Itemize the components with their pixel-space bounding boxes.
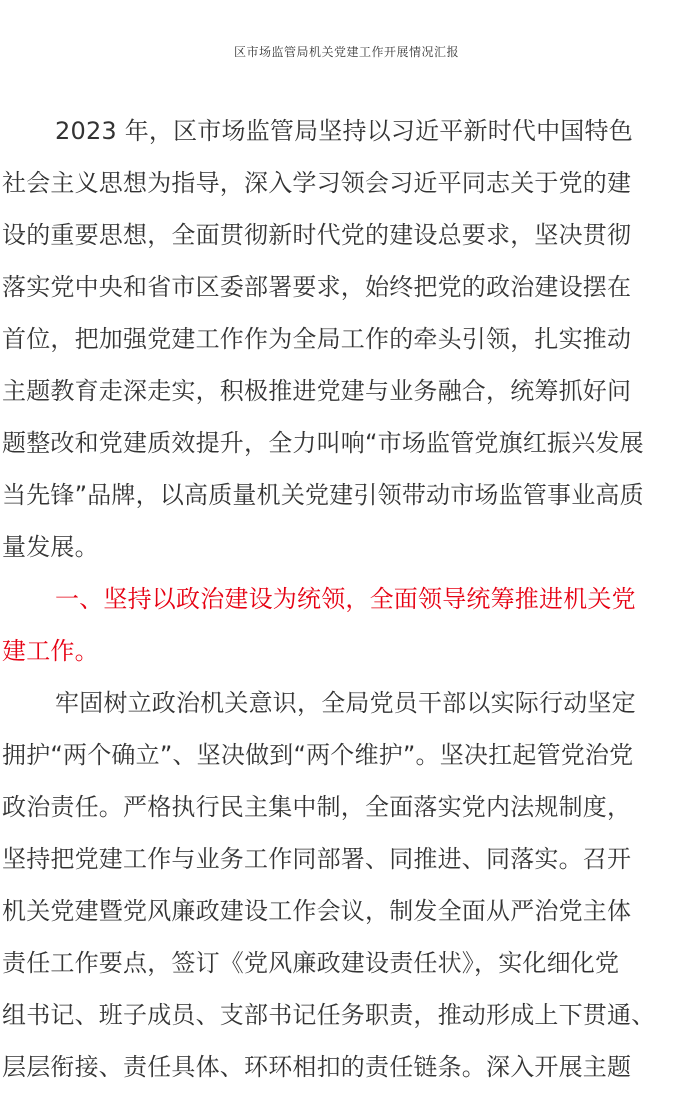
paragraph-1-line: 2023 年，区市场监管局坚持以习近平新时代中国特色 (55, 117, 633, 145)
paragraph-1-line: 题整改和党建质效提升，全力叫响“市场监管党旗红振兴发展 (2, 429, 644, 457)
paragraph-2-line: 政治责任。严格执行民主集中制，全面落实党内法规制度， (2, 793, 632, 821)
section-heading-line: 建工作。 (2, 637, 99, 665)
paragraph-2-line: 牢固树立政治机关意识，全局党员干部以实际行动坚定 (55, 689, 636, 717)
paragraph-2-line: 责任工作要点，签订《党风廉政建设责任状》，实化细化党 (2, 949, 620, 977)
paragraph-1-line: 首位，把加强党建工作作为全局工作的牵头引领，扎实推动 (2, 325, 632, 353)
paragraph-1-line: 量发展。 (2, 533, 99, 561)
paragraph-2-line: 坚持把党建工作与业务工作同部署、同推进、同落实。召开 (2, 845, 632, 873)
section-heading-line: 一、坚持以政治建设为统领，全面领导统筹推进机关党 (55, 585, 636, 613)
paragraph-2-line: 层层衔接、责任具体、环环相扣的责任链条。深入开展主题 (2, 1053, 632, 1081)
paragraph-2-line: 拥护“两个确立”、坚决做到“两个维护”。坚决扛起管党治党 (2, 741, 634, 769)
paragraph-1-line: 落实党中央和省市区委部署要求，始终把党的政治建设摆在 (2, 273, 632, 301)
paragraph-2-line: 机关党建暨党风廉政建设工作会议，制发全面从严治党主体 (2, 897, 632, 925)
paragraph-2-line: 组书记、班子成员、支部书记任务职责，推动形成上下贯通、 (2, 1001, 656, 1029)
paragraph-1-line: 主题教育走深走实，积极推进党建与业务融合，统筹抓好问 (2, 377, 632, 405)
paragraph-1-line: 设的重要思想，全面贯彻新时代党的建设总要求，坚决贯彻 (2, 221, 632, 249)
document-title: 区市场监管局机关党建工作开展情况汇报 (233, 45, 459, 59)
paragraph-1-line: 当先锋”品牌，以高质量机关党建引领带动市场监管事业高质 (2, 481, 644, 509)
paragraph-1-line: 社会主义思想为指导，深入学习领会习近平同志关于党的建 (2, 169, 632, 197)
